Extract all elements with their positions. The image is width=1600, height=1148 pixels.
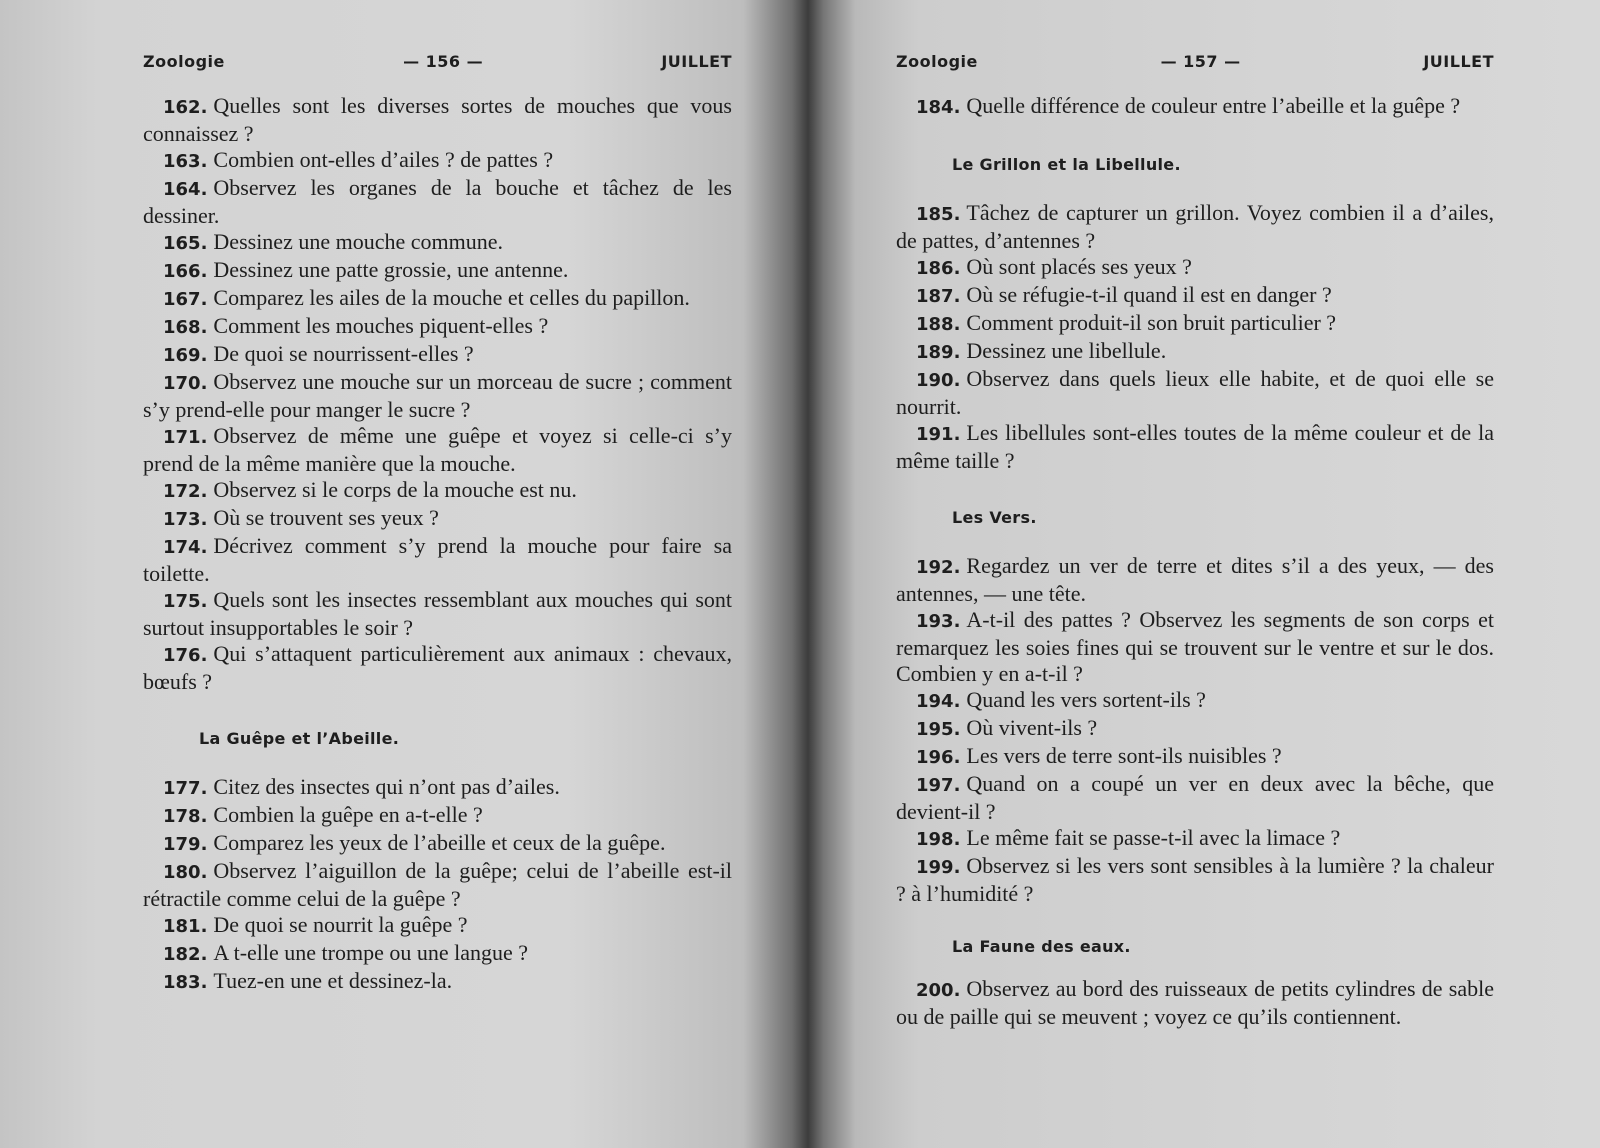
question-text: Observez l’aiguillon de la guêpe; celui de l’abeille est-il rétractile comme celui de la guêpe ? [143,858,732,911]
question-text: Observez les organes de la bouche et tâchez de les dessiner. [143,175,732,228]
question-text: Où se trouvent ses yeux ? [213,505,439,530]
question-text: A-t-il des pattes ? Observez les segments de son corps et remarquez les soies fines qui se trouvent sur le ventre et sur le dos. Combien y en a-t-il ? [896,607,1494,686]
question-item [896,200,1494,254]
question-item [896,715,1494,743]
question-text: Décrivez comment s’y prend la mouche pour faire sa toilette. [143,533,732,586]
question-text: A t-elle une trompe ou une langue ? [213,940,529,965]
question-number: 189. [916,342,961,363]
header-month: JUILLET [1423,52,1494,71]
question-item [896,553,1494,607]
question-list [896,93,1494,121]
page-number: — 156 — [403,52,484,71]
question-number: 196. [916,747,961,768]
question-number: 182. [163,944,208,965]
question-number: 173. [163,509,208,530]
question-item [896,825,1494,853]
question-text: Observez au bord des ruisseaux de petits cylindres de sable ou de paille qui se meuvent ; voyez ce qu’ils contiennent. [896,976,1494,1029]
question-text: Quand les vers sortent-ils ? [966,687,1206,712]
section-title: Le Grillon et la Libellule. [952,155,1181,174]
question-text: Quelles sont les diverses sortes de mouches que vous connaissez ? [143,93,732,146]
section-title: La Guêpe et l’Abeille. [199,729,400,748]
question-number: 181. [163,916,208,937]
question-text: Le même fait se passe-t-il avec la limace ? [966,825,1341,850]
question-number: 183. [163,972,208,993]
question-text: Observez si le corps de la mouche est nu. [213,477,577,502]
question-text: Citez des insectes qui n’ont pas d’ailes. [213,774,560,799]
question-item [143,641,732,695]
question-number: 180. [163,862,208,883]
question-text: Tuez-en une et dessinez-la. [213,968,453,993]
question-number: 197. [916,775,961,796]
question-text: Dessinez une libellule. [966,338,1167,363]
question-item [896,976,1494,1030]
question-item [896,282,1494,310]
question-number: 191. [916,424,961,445]
question-item [896,607,1494,687]
question-text: Comparez les ailes de la mouche et celles du papillon. [213,285,690,310]
question-text: Où sont placés ses yeux ? [966,254,1192,279]
question-text: Quels sont les insectes ressemblant aux mouches qui sont surtout insupportables le soir ? [143,587,732,640]
question-item [143,257,732,285]
question-text: Où vivent-ils ? [966,715,1098,740]
question-text: Combien ont-elles d’ailes ? de pattes ? [213,147,554,172]
question-number: 179. [163,834,208,855]
question-number: 178. [163,806,208,827]
header-subject: Zoologie [896,52,978,71]
question-item [896,338,1494,366]
question-number: 167. [163,289,208,310]
section-title: Les Vers. [952,508,1037,527]
question-text: Où se réfugie-t-il quand il est en danger ? [966,282,1332,307]
question-item [896,687,1494,715]
question-item [143,341,732,369]
question-text: De quoi se nourrit la guêpe ? [213,912,468,937]
question-number: 163. [163,151,208,172]
right-page [808,0,1600,1148]
question-text: Comment produit-il son bruit particulier ? [966,310,1337,335]
question-item [143,175,732,229]
question-list [896,553,1494,907]
question-text: Tâchez de capturer un grillon. Voyez combien il a d’ailes, de pattes, d’antennes ? [896,200,1494,253]
question-item [143,968,732,996]
question-text: Comment les mouches piquent-elles ? [213,313,549,338]
question-item [896,93,1494,121]
question-number: 169. [163,345,208,366]
question-number: 176. [163,645,208,666]
question-text: Observez dans quels lieux elle habite, et de quoi elle se nourrit. [896,366,1494,419]
question-number: 174. [163,537,208,558]
question-number: 187. [916,286,961,307]
question-number: 168. [163,317,208,338]
question-text: Regardez un ver de terre et dites s’il a des yeux, — des antennes, — une tête. [896,553,1494,606]
question-text: Les libellules sont-elles toutes de la même couleur et de la même taille ? [896,420,1494,473]
question-number: 166. [163,261,208,282]
question-item [143,802,732,830]
question-text: Quand on a coupé un ver en deux avec la bêche, que devient-il ? [896,771,1494,824]
question-item [896,366,1494,420]
question-item [896,853,1494,907]
question-item [896,743,1494,771]
question-list [143,774,732,996]
question-number: 172. [163,481,208,502]
question-number: 184. [916,97,961,118]
running-head [896,52,1494,71]
question-item [143,477,732,505]
question-item [896,310,1494,338]
question-item [143,313,732,341]
question-item [896,771,1494,825]
question-number: 186. [916,258,961,279]
section-title: La Faune des eaux. [952,937,1131,956]
question-item [143,830,732,858]
question-item [143,587,732,641]
header-month: JUILLET [661,52,732,71]
question-number: 188. [916,314,961,335]
question-number: 199. [916,857,961,878]
question-text: Observez si les vers sont sensibles à la lumière ? la chaleur ? à l’humidité ? [896,853,1494,906]
question-number: 175. [163,591,208,612]
question-number: 200. [916,980,961,1001]
question-item [143,858,732,912]
question-item [143,774,732,802]
header-subject: Zoologie [143,52,225,71]
question-item [896,254,1494,282]
question-item [143,285,732,313]
question-text: Dessinez une patte grossie, une antenne. [213,257,569,282]
question-number: 170. [163,373,208,394]
question-text: Observez une mouche sur un morceau de sucre ; comment s’y prend-elle pour manger le sucre ? [143,369,732,422]
question-item [143,423,732,477]
question-number: 165. [163,233,208,254]
question-number: 193. [916,611,961,632]
question-item [143,912,732,940]
question-number: 190. [916,370,961,391]
question-item [143,147,732,175]
running-head [143,52,732,71]
question-item [143,940,732,968]
question-text: Les vers de terre sont-ils nuisibles ? [966,743,1282,768]
question-number: 195. [916,719,961,740]
question-number: 185. [916,204,961,225]
question-text: Quelle différence de couleur entre l’abeille et la guêpe ? [966,93,1461,118]
page-number: — 157 — [1160,52,1241,71]
question-item [143,369,732,423]
question-number: 177. [163,778,208,799]
question-text: Dessinez une mouche commune. [213,229,503,254]
question-number: 164. [163,179,208,200]
question-item [143,533,732,587]
question-text: Qui s’attaquent particulièrement aux animaux : chevaux, bœufs ? [143,641,732,694]
question-number: 198. [916,829,961,850]
question-item [143,93,732,147]
question-number: 171. [163,427,208,448]
question-text: Comparez les yeux de l’abeille et ceux de la guêpe. [213,830,666,855]
question-number: 194. [916,691,961,712]
question-text: Combien la guêpe en a-t-elle ? [213,802,483,827]
question-number: 192. [916,557,961,578]
question-item [143,505,732,533]
question-item [143,229,732,257]
question-list [896,976,1494,1030]
question-item [896,420,1494,474]
question-number: 162. [163,97,208,118]
question-list [896,200,1494,474]
question-text: Observez de même une guêpe et voyez si celle-ci s’y prend de la même manière que la mouche. [143,423,732,476]
question-text: De quoi se nourrissent-elles ? [213,341,474,366]
question-list [143,93,732,695]
